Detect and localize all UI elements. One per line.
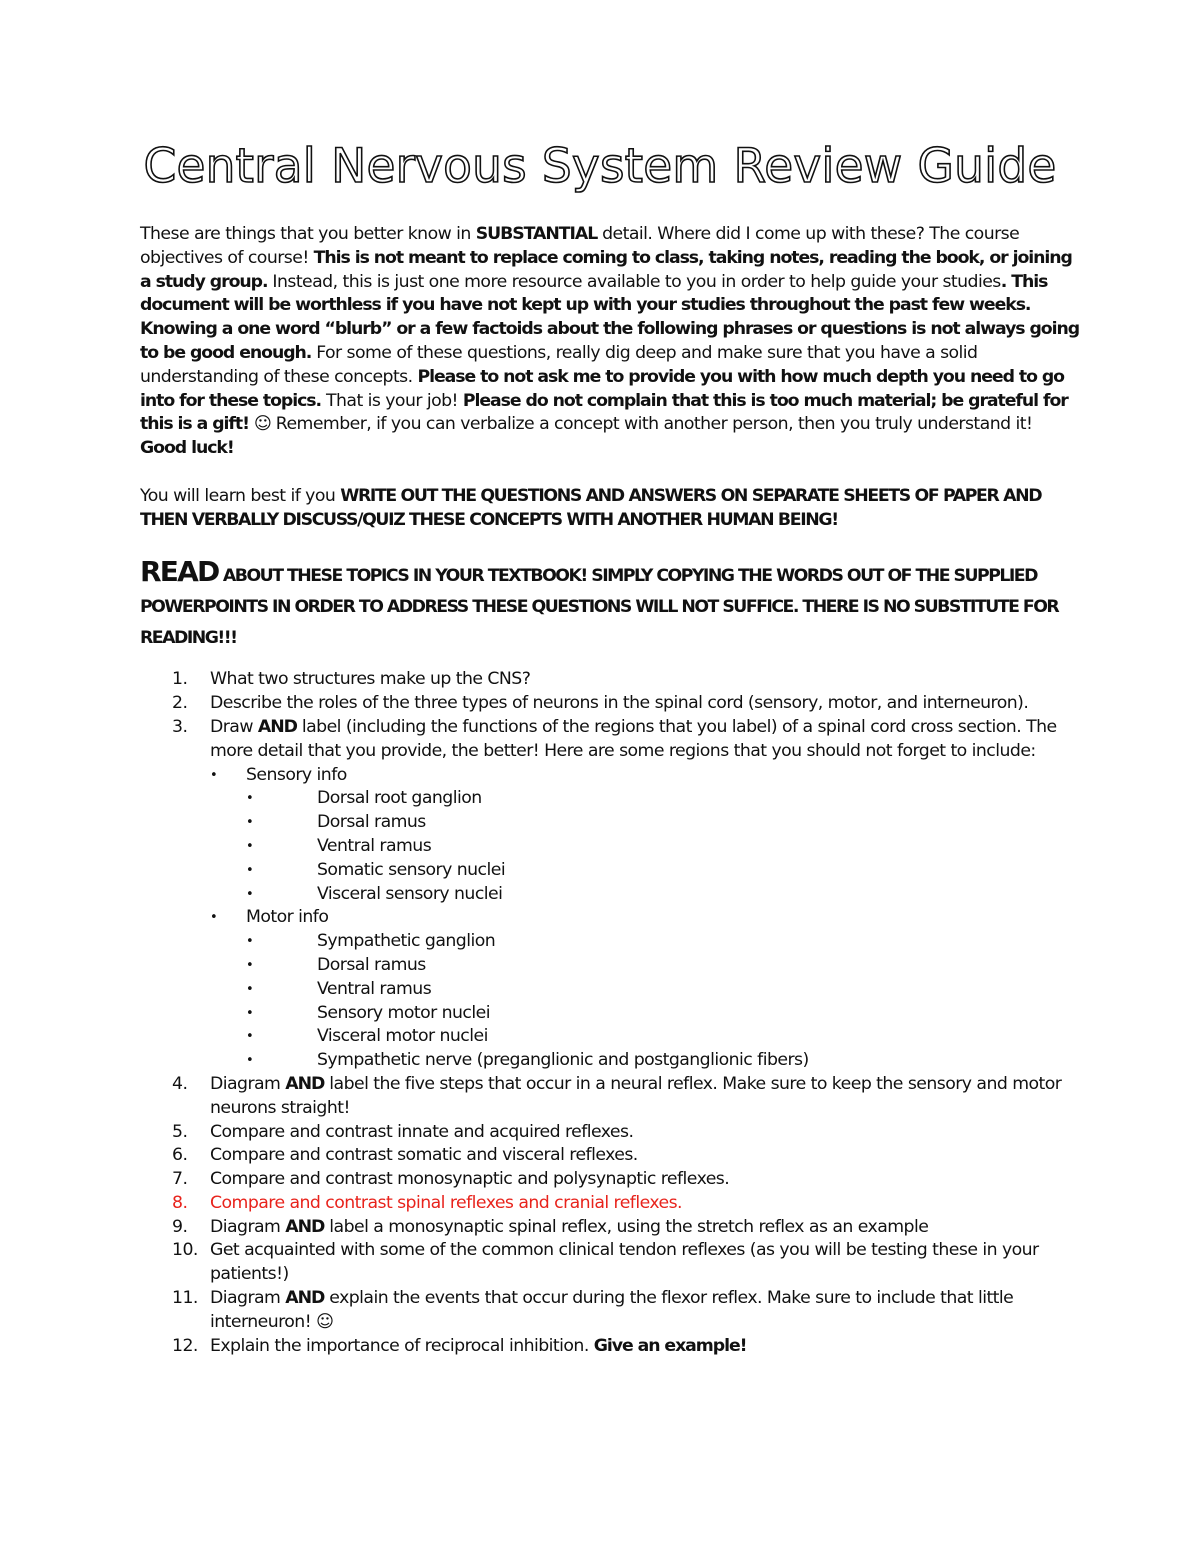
intro-text: These are things that you better know in: [140, 224, 476, 244]
bullet-icon: •: [246, 957, 254, 973]
page-title: Central Nervous System Review Guide: [143, 139, 1057, 194]
read-paragraph: [140, 556, 1080, 654]
bullet-icon: •: [246, 1053, 254, 1069]
item-number: 9.: [172, 1216, 188, 1237]
sub-item-text: Sympathetic ganglion: [317, 931, 496, 952]
study-tip-paragraph: [140, 485, 1080, 533]
item-text: Explain the importance of reciprocal inhibition.: [210, 1335, 594, 1356]
sub-item-text: Visceral motor nuclei: [317, 1026, 488, 1047]
sub-list-item: [246, 930, 1080, 954]
intro-bold: Please do not complain that this is too much material; be grateful for this is a gift! ☺: [140, 390, 1068, 435]
item-number: 5.: [172, 1121, 188, 1142]
item-text: Draw: [210, 716, 258, 737]
motor-list: [246, 930, 1080, 1073]
sub-item-text: Ventral ramus: [317, 835, 432, 856]
item-number: 6.: [172, 1145, 188, 1166]
sub-item-text: Ventral ramus: [317, 978, 432, 999]
bullet-icon: •: [210, 910, 218, 926]
item-number: 12.: [172, 1335, 198, 1356]
bullet-icon: •: [210, 767, 218, 783]
item-number: 7.: [172, 1169, 188, 1190]
sub-item-text: Dorsal root ganglion: [317, 788, 482, 809]
bullet-icon: •: [246, 1005, 254, 1021]
sub-list-item: [246, 1025, 1080, 1049]
question-list: [140, 668, 1080, 1358]
sub-item-text: Dorsal ramus: [317, 812, 426, 833]
item-text: Compare and contrast somatic and visceral reflexes.: [210, 1145, 638, 1166]
intro-bold: This is not meant to replace coming to class, taking notes, reading the book, or joining a study group.: [140, 247, 1072, 292]
sub-item-text: Somatic sensory nuclei: [317, 859, 506, 880]
item-text: Diagram: [210, 1073, 286, 1094]
item-text: Compare and contrast monosynaptic and polysynaptic reflexes.: [210, 1169, 730, 1190]
list-item: [140, 1287, 1080, 1335]
intro-paragraph: [140, 223, 1080, 461]
intro-bold: Please to not ask me to provide you with how much depth you need to go into for these topics.: [140, 366, 1064, 411]
sub-item-text: Motor info: [246, 907, 329, 928]
item-bold: Give an example!: [593, 1335, 747, 1356]
sub-list-item: [246, 883, 1080, 907]
list-item: [140, 1144, 1080, 1168]
item-bold: AND: [285, 1216, 325, 1237]
item-number: 2.: [172, 693, 188, 714]
item-number: 8.: [172, 1192, 188, 1213]
list-item: [140, 1121, 1080, 1145]
list-item: [140, 716, 1080, 1073]
intro-bold: . This document will be worthless if you have not kept up with your studies throughout the past few weeks. Knowing a one word “blurb” or a few factoids about the following phrases or questions is not always going to be good enough.: [140, 271, 1080, 363]
bullet-icon: •: [246, 1029, 254, 1045]
bullet-icon: •: [246, 838, 254, 854]
study-tip-bold: WRITE OUT THE QUESTIONS AND ANSWERS ON SEPARATE SHEETS OF PAPER AND THEN VERBALLY DISCUSS/QUIZ THESE CONCEPTS WITH ANOTHER HUMAN BEING!: [140, 485, 1042, 530]
list-item: [140, 668, 1080, 692]
bullet-icon: •: [246, 791, 254, 807]
study-tip-text: You will learn best if you: [140, 485, 341, 506]
sub-item-text: Visceral sensory nuclei: [317, 883, 503, 904]
list-item: [140, 1335, 1080, 1359]
item-number: 11.: [172, 1288, 198, 1309]
item-text: label the five steps that occur in a neural reflex. Make sure to keep the sensory and motor neurons straight!: [210, 1073, 1062, 1118]
sub-list-item: [246, 978, 1080, 1002]
item-text: Describe the roles of the three types of neurons in the spinal cord (sensory, motor, and interneuron).: [210, 693, 1029, 714]
sub-item-text: Sensory motor nuclei: [317, 1002, 490, 1023]
sub-list-item: [246, 835, 1080, 859]
item-number: 4.: [172, 1073, 188, 1094]
sub-list-item: [246, 787, 1080, 811]
item-number: 3.: [172, 716, 188, 737]
item-text: Compare and contrast innate and acquired reflexes.: [210, 1121, 634, 1142]
item-bold: AND: [285, 1288, 325, 1309]
list-item: [140, 692, 1080, 716]
intro-text: detail. Where did I come up with these? The course objectives of course!: [140, 224, 1020, 268]
list-item: [140, 1239, 1080, 1287]
bullet-icon: •: [246, 815, 254, 831]
sub-item-text: Sensory info: [246, 764, 347, 785]
bullet-icon: •: [246, 934, 254, 950]
item-text: Diagram: [210, 1216, 286, 1237]
item-text: Get acquainted with some of the common clinical tendon reflexes (as you will be testing these in your patients!): [210, 1240, 1039, 1285]
sub-list-item: [246, 859, 1080, 883]
sub-item-text: Sympathetic nerve (preganglionic and postganglionic fibers): [317, 1050, 809, 1071]
bullet-icon: •: [246, 886, 254, 902]
bullet-icon: •: [246, 862, 254, 878]
document-body: [140, 223, 1080, 1358]
item-bold: AND: [257, 716, 297, 737]
list-item: [140, 1216, 1080, 1240]
item-text: Compare and contrast spinal reflexes and cranial reflexes.: [210, 1192, 682, 1213]
list-item-highlighted: [140, 1192, 1080, 1216]
item-text: Diagram: [210, 1288, 286, 1309]
sub-item-text: Dorsal ramus: [317, 954, 426, 975]
intro-text: Remember, if you can verbalize a concept with another person, then you truly understand it!: [270, 414, 1033, 435]
sub-list-item: [246, 954, 1080, 978]
list-item: [140, 1168, 1080, 1192]
sensory-list: [246, 787, 1080, 906]
sub-list-item: [246, 811, 1080, 835]
item-text: explain the events that occur during the flexor reflex. Make sure to include that little interneuron! ☺: [210, 1288, 1014, 1332]
intro-text: Instead, this is just one more resource available to you in order to help guide your studies: [267, 271, 1001, 292]
intro-bold: Good luck!: [140, 438, 234, 459]
item-text: label (including the functions of the regions that you label) of a spinal cord cross section. The more detail that you provide, the better! Here are some regions that you should not forget to include:: [210, 716, 1057, 761]
intro-text: That is your job!: [321, 390, 463, 411]
item-bold: AND: [285, 1073, 325, 1094]
sub-list-item: [246, 1002, 1080, 1026]
list-item: [140, 1073, 1080, 1121]
region-list: [210, 764, 1080, 1073]
sub-list-item: [210, 906, 1080, 1073]
item-text: label a monosynaptic spinal reflex, using the stretch reflex as an example: [324, 1216, 929, 1237]
sub-list-item: [210, 764, 1080, 907]
bullet-icon: •: [246, 981, 254, 997]
sub-list-item: [246, 1049, 1080, 1073]
item-text: What two structures make up the CNS?: [210, 669, 531, 690]
item-number: 1.: [172, 669, 188, 690]
read-heading: READ: [140, 555, 219, 589]
intro-bold: SUBSTANTIAL: [475, 224, 598, 244]
intro-text: For some of these questions, really dig deep and make sure that you have a solid understanding of these concepts.: [140, 342, 978, 387]
item-number: 10.: [172, 1240, 198, 1261]
read-text: ABOUT THESE TOPICS IN YOUR TEXTBOOK! SIMPLY COPYING THE WORDS OUT OF THE SUPPLIED POWERPOINTS IN ORDER TO ADDRESS THESE QUESTIONS WILL NOT SUFFICE. THERE IS NO SUBSTITUTE FOR READING!!!: [140, 566, 1059, 649]
